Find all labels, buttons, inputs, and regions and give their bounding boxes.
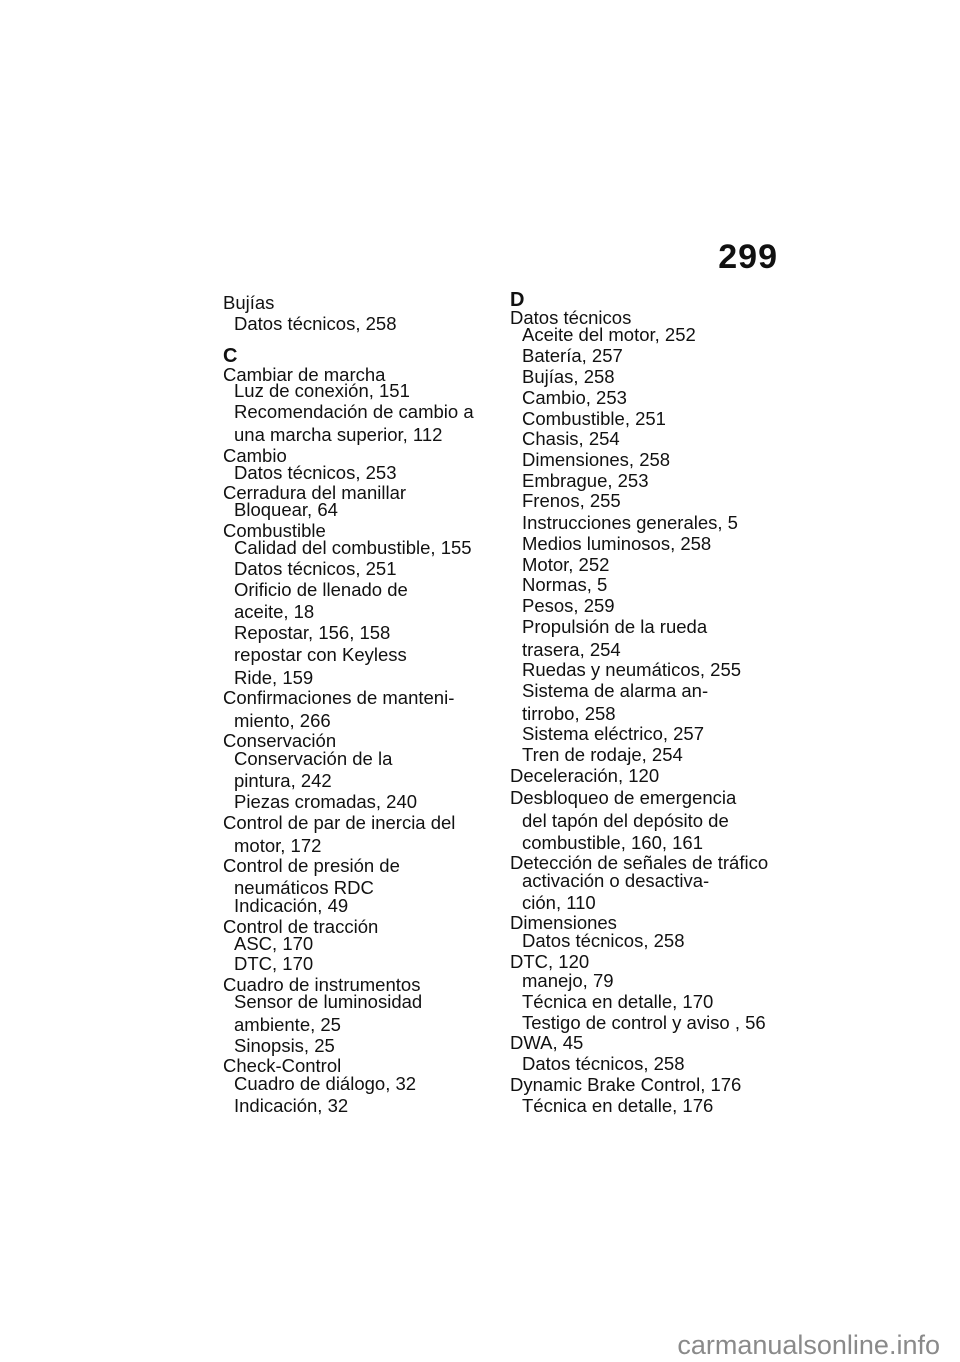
index-subentry: aceite, 18 xyxy=(234,601,315,622)
index-subentry: trasera, 254 xyxy=(522,639,621,660)
index-entry: DWA, 45 xyxy=(510,1032,584,1053)
index-subentry: Combustible, 251 xyxy=(522,408,666,429)
index-subentry: Técnica en detalle, 170 xyxy=(522,991,714,1012)
index-entry: Cuadro de instrumentos xyxy=(223,974,421,995)
index-subentry: Datos técnicos, 258 xyxy=(522,1053,685,1074)
index-subentry: Indicación, 32 xyxy=(234,1095,349,1116)
index-entry: Dimensiones xyxy=(510,912,617,933)
index-subentry: Piezas cromadas, 240 xyxy=(234,791,418,812)
index-subentry: Normas, 5 xyxy=(522,574,608,595)
index-subentry: combustible, 160, 161 xyxy=(522,832,704,853)
index-subentry: Bloquear, 64 xyxy=(234,499,338,520)
index-entry: Control de presión de xyxy=(223,855,400,876)
index-section-letter: C xyxy=(223,345,238,367)
index-subentry: Propulsión de la rueda xyxy=(522,616,708,637)
index-entry: Confirmaciones de manteni- xyxy=(223,687,455,708)
index-subentry: pintura, 242 xyxy=(234,770,332,791)
index-subentry: Indicación, 49 xyxy=(234,895,349,916)
index-subentry: DTC, 170 xyxy=(234,953,314,974)
index-subentry: Sistema eléctrico, 257 xyxy=(522,723,705,744)
index-entry: Control de tracción xyxy=(223,916,379,937)
index-subentry: Ruedas y neumáticos, 255 xyxy=(522,659,742,680)
index-subentry: Dimensiones, 258 xyxy=(522,449,671,470)
index-entry: Cambiar de marcha xyxy=(223,364,386,385)
index-subentry: motor, 172 xyxy=(234,835,322,856)
index-subentry: Cambio, 253 xyxy=(522,387,627,408)
index-subentry: Repostar, 156, 158 xyxy=(234,622,391,643)
index-entry: Datos técnicos xyxy=(510,307,632,328)
index-subentry: Frenos, 255 xyxy=(522,490,621,511)
index-subentry: Instrucciones generales, 5 xyxy=(522,512,738,533)
index-entry: Bujías xyxy=(223,292,275,313)
index-entry: Deceleración, 120 xyxy=(510,765,660,786)
index-subentry: miento, 266 xyxy=(234,710,331,731)
index-entry: Conservación xyxy=(223,730,337,751)
index-subentry: Batería, 257 xyxy=(522,345,623,366)
index-subentry: Calidad del combustible, 155 xyxy=(234,537,472,558)
index-subentry: repostar con Keyless xyxy=(234,644,407,665)
index-subentry: Datos técnicos, 253 xyxy=(234,462,397,483)
index-subentry: Motor, 252 xyxy=(522,554,610,575)
index-entry: Cerradura del manillar xyxy=(223,482,407,503)
index-subentry: Recomendación de cambio a xyxy=(234,401,474,422)
page-number: 299 xyxy=(718,238,778,276)
index-subentry: tirrobo, 258 xyxy=(522,703,616,724)
index-subentry: Embrague, 253 xyxy=(522,470,649,491)
index-entry: Combustible xyxy=(223,520,326,541)
index-entry: Dynamic Brake Control, 176 xyxy=(510,1074,742,1095)
watermark: carmanualsonline.info xyxy=(677,1330,940,1360)
index-section-letter: D xyxy=(510,289,525,311)
index-entry: Detección de señales de tráfico xyxy=(510,852,769,873)
index-subentry: Ride, 159 xyxy=(234,667,314,688)
index-subentry: Conservación de la xyxy=(234,748,393,769)
index-entry: DTC, 120 xyxy=(510,951,590,972)
index-entry: Desbloqueo de emergencia xyxy=(510,787,737,808)
index-subentry: Chasis, 254 xyxy=(522,428,620,449)
index-entry: Control de par de inercia del xyxy=(223,812,456,833)
index-entry: Cambio xyxy=(223,445,287,466)
index-subentry: Pesos, 259 xyxy=(522,595,615,616)
index-subentry: Tren de rodaje, 254 xyxy=(522,744,683,765)
index-subentry: Aceite del motor, 252 xyxy=(522,324,696,345)
index-subentry: Cuadro de diálogo, 32 xyxy=(234,1073,417,1094)
index-subentry: Técnica en detalle, 176 xyxy=(522,1095,714,1116)
index-subentry: ambiente, 25 xyxy=(234,1014,341,1035)
index-subentry: Bujías, 258 xyxy=(522,366,615,387)
index-subentry: activación o desactiva- xyxy=(522,870,710,891)
index-entry: Check-Control xyxy=(223,1055,342,1076)
index-subentry: Sistema de alarma an- xyxy=(522,680,709,701)
index-subentry: Testigo de control y aviso , 56 xyxy=(522,1012,766,1033)
index-subentry: Sinopsis, 25 xyxy=(234,1035,335,1056)
index-subentry: neumáticos RDC xyxy=(234,877,374,898)
index-subentry: ción, 110 xyxy=(522,892,596,913)
index-subentry: Sensor de luminosidad xyxy=(234,991,423,1012)
index-subentry: Orificio de llenado de xyxy=(234,579,408,600)
index-subentry: una marcha superior, 112 xyxy=(234,424,443,445)
index-subentry: Luz de conexión, 151 xyxy=(234,380,410,401)
index-subentry: ASC, 170 xyxy=(234,933,314,954)
index-subentry: Datos técnicos, 251 xyxy=(234,558,397,579)
index-subentry: Datos técnicos, 258 xyxy=(234,313,397,334)
index-subentry: del tapón del depósito de xyxy=(522,810,729,831)
index-subentry: manejo, 79 xyxy=(522,970,614,991)
index-subentry: Datos técnicos, 258 xyxy=(522,930,685,951)
index-subentry: Medios luminosos, 258 xyxy=(522,533,712,554)
